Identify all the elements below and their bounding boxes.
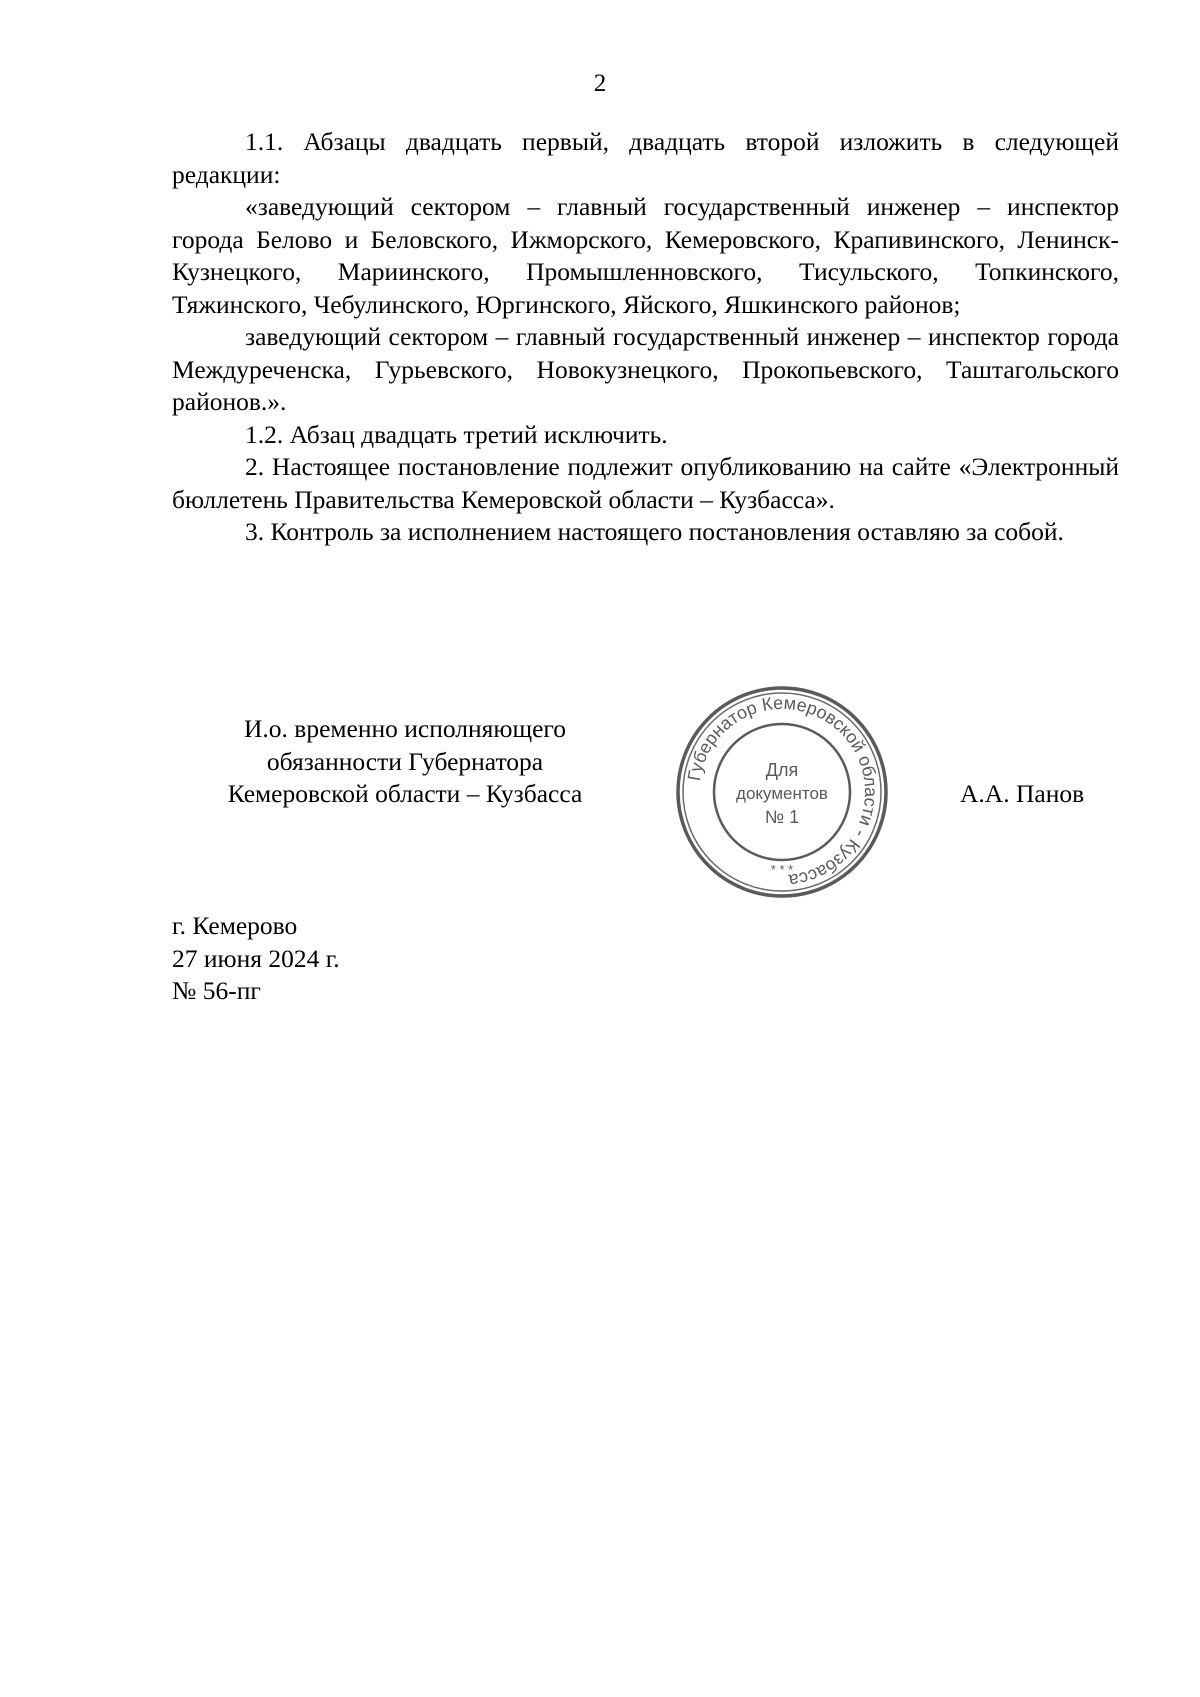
seal-center-line: документов (736, 784, 828, 803)
seal-center-line: № 1 (764, 807, 800, 827)
paragraph-1-2: 1.2. Абзац двадцать третий исключить. (245, 419, 668, 449)
signatory-title-line: И.о. временно исполняющего (244, 714, 566, 743)
place-date-block (172, 910, 340, 1008)
paragraph-3: 3. Контроль за исполнением настоящего постановления оставляю за собой. (245, 517, 1064, 546)
signatory-title-line: обязанности Губернатора (266, 746, 544, 776)
paragraph-1-1: 1.1. Абзацы двадцать первый, двадцать второй изложить в следующей редакции: (172, 127, 1119, 189)
seal-stars: * * * (770, 862, 794, 877)
page-number: 2 (593, 70, 607, 97)
seal-ring-text-path: Губернатор Кемеровской области - Кузбасса (683, 692, 882, 891)
document-body (172, 126, 1119, 549)
signatory-title (175, 713, 635, 811)
paragraph-quote-second: заведующий сектором – главный государственный инженер – инспектор города Междуреченска, Гурьевского, Новокузнецкого, Прокопьевского, Таштагольского районов.». (172, 322, 1119, 416)
official-seal (672, 682, 892, 902)
seal-center-line: Для (765, 760, 799, 780)
paragraph-2: 2. Настоящее постановление подлежит опубликованию на сайте «Электронный бюллетень Правительства Кемеровской области – Кузбасса». (172, 452, 1119, 514)
signatory-title-line: Кемеровской области – Кузбасса (227, 779, 583, 808)
issue-date: 27 июня 2024 г. (172, 943, 340, 973)
paragraph-quote-first: «заведующий сектором – главный государственный инженер – инспектор города Белово и Беловского, Ижморского, Кемеровского, Крапивинского, Ленинск-Кузнецкого, Мариинского, Промышленновского, Тисульского, Топкинского, Тяжинского, Чебулинского, Юргинского, Яйского, Яшкинского районов; (172, 192, 1119, 319)
signer-name: А.А. Панов (960, 779, 1085, 808)
issue-city: г. Кемерово (172, 911, 298, 940)
document-number: № 56-пг (172, 976, 261, 1005)
